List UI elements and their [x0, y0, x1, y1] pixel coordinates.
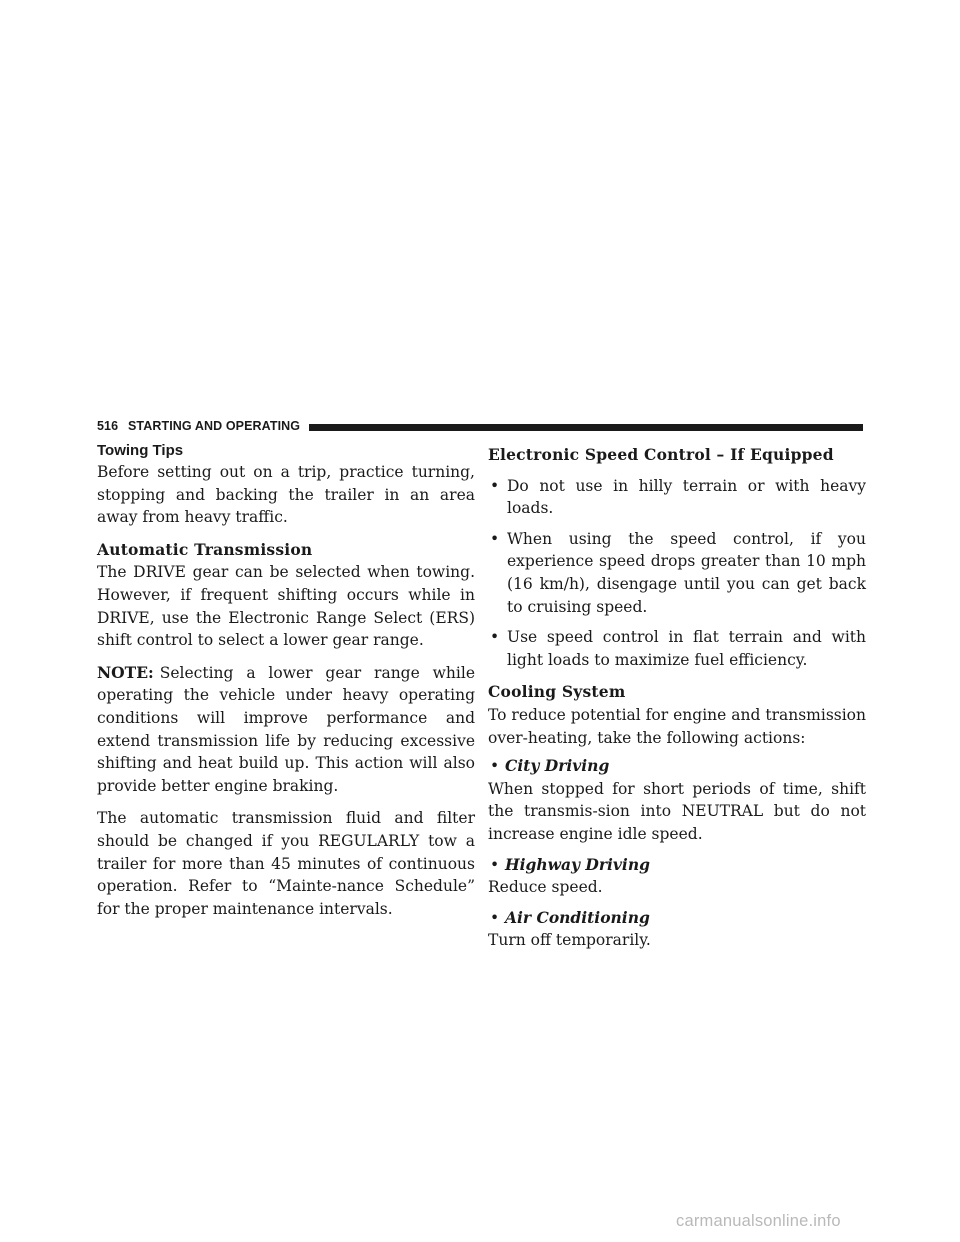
air-conditioning-paragraph: Turn off temporarily.: [488, 931, 651, 950]
towing-tips-paragraph: Before setting out on a trip, practice turning, stopping and backing the trailer in an area away from heavy traffic.: [97, 463, 475, 527]
cooling-system-paragraph: To reduce potential for engine and transmission over-heating, take the following actions:: [488, 705, 866, 747]
note-text: Selecting a lower gear range while operating the vehicle under heavy operating conditions will improve performance and extend transmission life by reducing excessive shifting and heat build up. This action will also provide better engine braking.: [97, 663, 475, 795]
bullet-icon: •: [490, 757, 500, 776]
city-driving-paragraph: When stopped for short periods of time, shift the transmis-sion into NEUTRAL but do not increase engine idle speed.: [488, 779, 866, 843]
city-driving-heading: • City Driving: [488, 755, 866, 778]
bullet-icon: •: [490, 628, 500, 647]
list-item: • When using the speed control, if you experience speed drops greater than 10 mph (16 km/h), disengage until you can get back to cruising speed.: [490, 529, 866, 616]
fluid-filter-paragraph: The automatic transmission fluid and filter should be changed if you REGULARLY tow a trailer for more than 45 minutes of continuous operation. Refer to “Mainte-nance Schedule” for the proper maintenance intervals.: [97, 809, 475, 918]
note-paragraph: [97, 662, 475, 798]
watermark: carmanualsonline.info: [676, 1212, 841, 1230]
cooling-system-heading: Cooling System: [488, 682, 626, 702]
bullet-icon: •: [490, 855, 500, 874]
automatic-transmission-paragraph: The DRIVE gear can be selected when towing. However, if frequent shifting occurs while in DRIVE, use the Electronic Range Select (ERS) shift control to select a lower gear range.: [97, 563, 475, 650]
highway-driving-heading: • Highway Driving: [488, 854, 866, 877]
bullet-icon: •: [490, 476, 500, 495]
page-number: 516: [97, 419, 119, 433]
bullet-icon: •: [490, 529, 500, 548]
list-item: • Use speed control in flat terrain and with light loads to maximize fuel efficiency.: [490, 628, 866, 669]
air-conditioning-heading: • Air Conditioning: [488, 907, 866, 930]
speed-control-heading: Electronic Speed Control – If Equipped: [488, 445, 834, 464]
header-rule: [309, 424, 863, 431]
note-label: NOTE:: [97, 662, 154, 682]
towing-tips-heading: Towing Tips: [97, 442, 184, 459]
bullet-icon: •: [490, 908, 500, 927]
left-column: [97, 441, 475, 920]
list-item: • Do not use in hilly terrain or with heavy loads.: [490, 476, 866, 518]
right-column: [488, 441, 866, 952]
page-header: [97, 418, 863, 436]
highway-driving-paragraph: Reduce speed.: [488, 878, 603, 897]
automatic-transmission-heading: Automatic Transmission: [97, 539, 313, 559]
section-title: STARTING AND OPERATING: [128, 419, 301, 433]
